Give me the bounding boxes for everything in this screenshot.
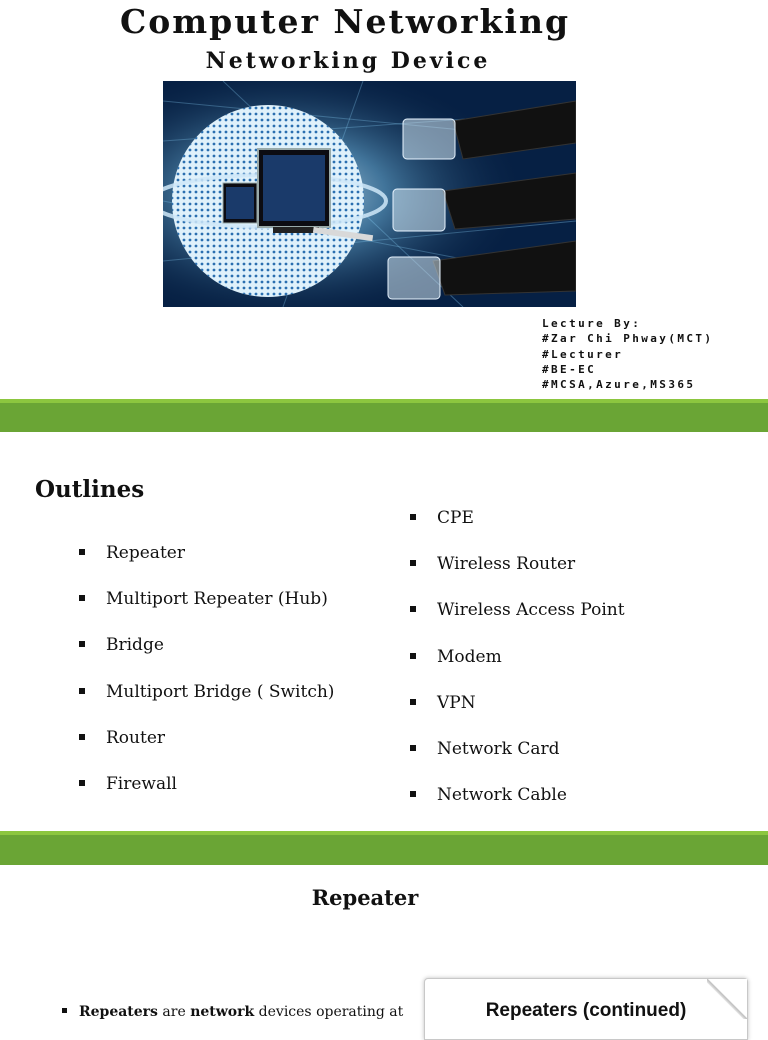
list-item bbox=[410, 600, 625, 646]
list-item bbox=[79, 774, 334, 820]
outlines-heading: Outlines bbox=[35, 476, 145, 503]
list-item bbox=[79, 543, 334, 589]
lecture-info bbox=[542, 316, 713, 392]
text-run: are bbox=[157, 1004, 191, 1020]
text-run: devices operating at bbox=[254, 1004, 404, 1020]
list-item-label: Bridge bbox=[106, 635, 164, 656]
card-title: Repeaters (continued) bbox=[485, 1000, 687, 1021]
list-item bbox=[79, 589, 334, 635]
list-item bbox=[410, 785, 625, 831]
page-title: Computer Networking bbox=[119, 2, 571, 41]
square-bullet-icon bbox=[410, 745, 416, 751]
list-item bbox=[410, 739, 625, 785]
square-bullet-icon bbox=[79, 595, 85, 601]
list-item-label: Network Card bbox=[437, 738, 560, 759]
body-paragraph bbox=[62, 1004, 403, 1020]
list-item-label: CPE bbox=[437, 508, 474, 528]
bold-term: Repeaters bbox=[79, 1004, 158, 1020]
list-item-label: Network Cable bbox=[437, 785, 567, 806]
square-bullet-icon bbox=[410, 791, 416, 797]
square-bullet-icon bbox=[410, 699, 416, 705]
slide-thumbnail-card bbox=[424, 978, 748, 1040]
outline-list-right bbox=[410, 508, 625, 831]
lecture-line: Lecture By: bbox=[542, 317, 642, 330]
list-item-label: Firewall bbox=[106, 773, 177, 794]
list-item-label: Multiport Repeater (Hub) bbox=[106, 589, 328, 610]
lecture-line: #Lecturer bbox=[542, 347, 624, 361]
section-title: Repeater bbox=[311, 885, 419, 910]
square-bullet-icon bbox=[79, 688, 85, 694]
page-subtitle: Networking Device bbox=[205, 48, 491, 74]
outline-list-left bbox=[79, 543, 334, 820]
list-item bbox=[79, 728, 334, 774]
green-divider-bar bbox=[0, 399, 768, 432]
square-bullet-icon bbox=[410, 560, 416, 566]
network-banner-image bbox=[163, 81, 576, 307]
list-item bbox=[410, 693, 625, 739]
list-item bbox=[410, 508, 625, 554]
network-globe-icon bbox=[163, 81, 576, 307]
list-item bbox=[79, 682, 334, 728]
list-item-label: Router bbox=[106, 727, 166, 748]
square-bullet-icon bbox=[79, 641, 85, 647]
bold-term: network bbox=[190, 1004, 255, 1020]
list-item-label: Repeater bbox=[106, 543, 185, 563]
square-bullet-icon bbox=[62, 1008, 67, 1013]
lecture-line: #Zar Chi Phway(MCT) bbox=[542, 332, 714, 346]
lecture-line: #BE-EC bbox=[542, 362, 597, 376]
square-bullet-icon bbox=[410, 653, 416, 659]
green-divider-bar bbox=[0, 831, 768, 865]
lecture-line: #MCSA,Azure,MS365 bbox=[542, 378, 696, 392]
list-item-label: Modem bbox=[437, 646, 502, 667]
square-bullet-icon bbox=[79, 780, 85, 786]
square-bullet-icon bbox=[79, 549, 85, 555]
list-item bbox=[410, 554, 625, 600]
list-item-label: VPN bbox=[437, 692, 476, 713]
square-bullet-icon bbox=[410, 514, 416, 520]
square-bullet-icon bbox=[410, 606, 416, 612]
list-item bbox=[79, 635, 334, 681]
list-item-label: Wireless Router bbox=[437, 554, 576, 575]
list-item-label: Multiport Bridge ( Switch) bbox=[106, 681, 335, 702]
square-bullet-icon bbox=[79, 734, 85, 740]
list-item-label: Wireless Access Point bbox=[437, 600, 625, 621]
list-item bbox=[410, 647, 625, 693]
